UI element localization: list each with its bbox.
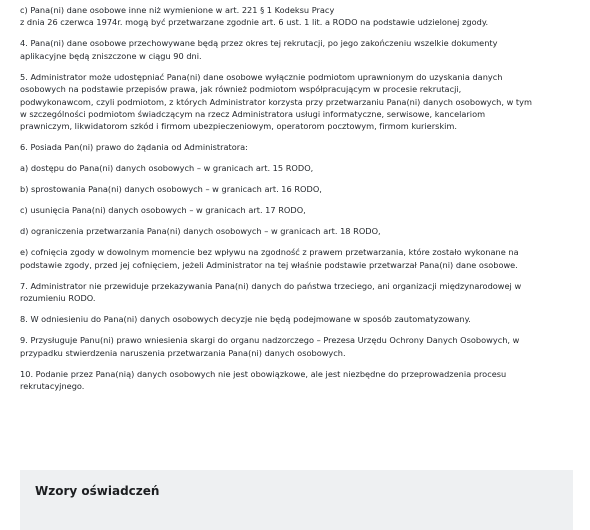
- paragraph-line: osobowych na podstawie przepisów prawa, jak również podmiotom współpracującym w procesie rekrutacji,: [20, 84, 462, 95]
- paragraph-line: 4. Pana(ni) dane osobowe przechowywane będą przez okres tej rekrutacji, po jego zakończeniu wszelkie dokumenty: [20, 38, 498, 49]
- paragraph-line: 8. W odniesieniu do Pana(ni) danych osobowych decyzje nie będą podejmowane w sposób zautomatyzowany.: [20, 314, 471, 325]
- document-paragraph: [20, 313, 582, 325]
- paragraph-line: w szczególności podmiotom świadczącym na rzecz Administratora usługi informatyczne, serwisowe, kancelariom: [20, 109, 486, 120]
- paragraph-line: rozumieniu RODO.: [20, 293, 96, 304]
- document-paragraph: [20, 4, 582, 29]
- document-paragraph: [20, 183, 582, 195]
- document-paragraph: [20, 334, 582, 359]
- paragraph-line: rekrutacyjnego.: [20, 381, 85, 392]
- paragraph-line: przypadku stwierdzenia naruszenia przetwarzania Pana(ni) danych osobowych.: [20, 347, 346, 358]
- document-paragraph: [20, 71, 582, 133]
- document-paragraph: [20, 280, 582, 305]
- paragraph-line: prawniczym, likwidatorom szkód i firmom ubezpieczeniowym, operatorom pocztowym, firmom kurierskim.: [20, 121, 458, 132]
- paragraph-line: z dnia 26 czerwca 1974r. mogą być przetwarzane zgodnie art. 6 ust. 1 lit. a RODO na podstawie udzielonej zgody.: [20, 17, 489, 28]
- paragraph-line: c) Pana(ni) dane osobowe inne niż wymienione w art. 221 § 1 Kodeksu Pracy: [20, 5, 335, 15]
- paragraph-line: podwykonawcom, czyli podmiotom, z których Administrator korzysta przy przetwarzaniu Pana(ni) danych osobowych, w tym: [20, 96, 532, 107]
- paragraph-line: 9. Przysługuje Panu(ni) prawo wniesienia skargi do organu nadzorczego – Prezesa Urzędu Ochrony Danych Osobowych, w: [20, 335, 520, 346]
- document-paragraph: [20, 246, 582, 271]
- document-paragraph: [20, 225, 582, 237]
- document-paragraph: [20, 162, 582, 174]
- paragraph-line: podstawie zgody, przed jej cofnięciem, jeżeli Administrator na tej właśnie podstawie przetwarzał Pana(ni) dane osobowe.: [20, 259, 518, 270]
- document-paragraph: [20, 368, 582, 393]
- paragraph-line: a) dostępu do Pana(ni) danych osobowych – w granicach art. 15 RODO,: [20, 163, 314, 174]
- paragraph-line: 5. Administrator może udostępniać Pana(ni) dane osobowe wyłącznie podmiotom uprawnionym do uzyskania danych: [20, 71, 503, 82]
- statements-section-title: Wzory oświadczeń: [35, 484, 160, 498]
- paragraph-line: d) ograniczenia przetwarzania Pana(ni) danych osobowych – w granicach art. 18 RODO,: [20, 226, 381, 237]
- document-paragraph: [20, 204, 582, 216]
- document-body: [20, 4, 582, 401]
- paragraph-line: 10. Podanie przez Pana(nią) danych osobowych nie jest obowiązkowe, ale jest niezbędne do przeprowadzenia procesu: [20, 368, 507, 379]
- paragraph-line: e) cofnięcia zgody w dowolnym momencie bez wpływu na zgodność z prawem przetwarzania, które zostało wykonane na: [20, 247, 519, 258]
- document-paragraph: [20, 37, 582, 62]
- paragraph-line: 6. Posiada Pan(ni) prawo do żądania od Administratora:: [20, 142, 248, 153]
- paragraph-line: c) usunięcia Pana(ni) danych osobowych – w granicach art. 17 RODO,: [20, 205, 306, 216]
- paragraph-line: b) sprostowania Pana(ni) danych osobowych – w granicach art. 16 RODO,: [20, 184, 322, 195]
- paragraph-line: aplikacyjne będą zniszczone w ciągu 90 dni.: [20, 50, 202, 61]
- document-paragraph: [20, 141, 582, 153]
- paragraph-line: 7. Administrator nie przewiduje przekazywania Pana(ni) danych do państwa trzeciego, ani organizacji międzynarodowej w: [20, 280, 522, 291]
- statements-section: [20, 470, 573, 530]
